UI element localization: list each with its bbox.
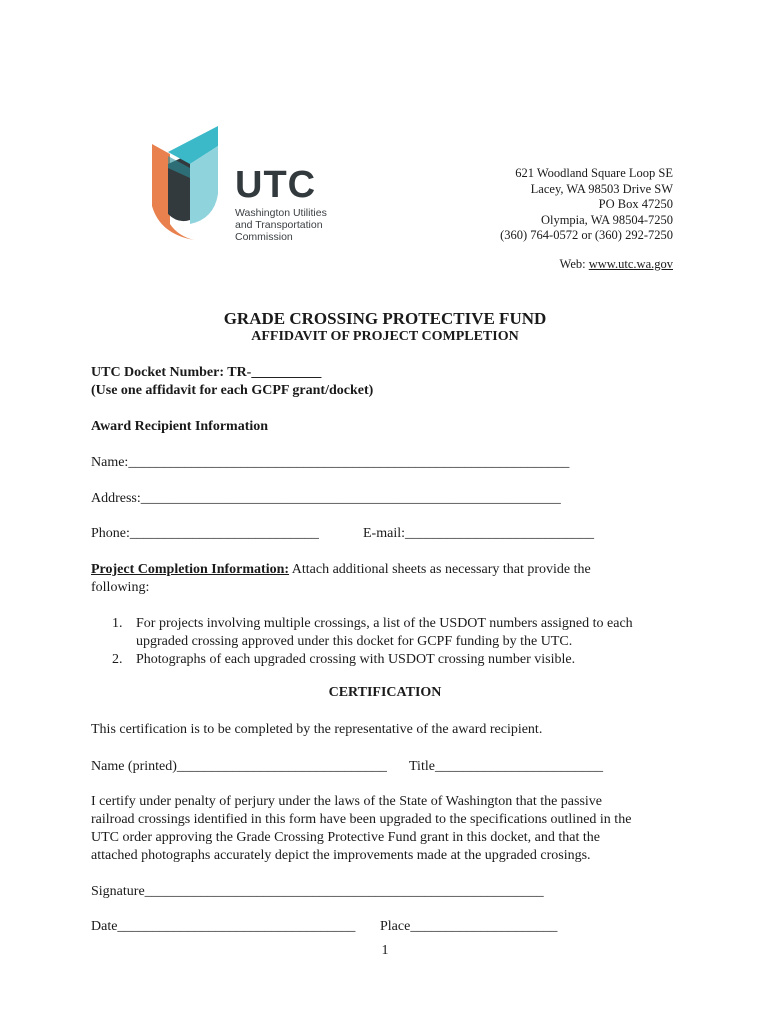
address-line: Olympia, WA 98504-7250	[540, 212, 673, 227]
name-field[interactable]: Name:_______________________________________________________________	[91, 455, 570, 470]
web-line	[500, 257, 673, 273]
list-item-text: For projects involving multiple crossings, a list of the USDOT numbers assigned to each	[136, 616, 633, 631]
recipient-heading: Award Recipient Information	[91, 419, 269, 434]
certification-intro: This certification is to be completed by the representative of the award recipient.	[91, 722, 543, 737]
document-title: GRADE CROSSING PROTECTIVE FUND	[223, 309, 547, 328]
docket-note: (Use one affidavit for each GCPF grant/docket)	[91, 383, 374, 398]
list-item-text: Photographs of each upgraded crossing with USDOT crossing number visible.	[136, 652, 576, 667]
list-item-text: upgraded crossing approved under this docket for GCPF funding by the UTC.	[136, 634, 573, 649]
certification-statement-line: railroad crossings identified in this form have been upgraded to the specifications outlined in the	[91, 812, 632, 827]
completion-intro-line2: following:	[91, 580, 150, 595]
completion-heading: Project Completion Information:	[91, 562, 290, 577]
docket-number[interactable]: UTC Docket Number: TR-__________	[91, 365, 322, 380]
address-line: Lacey, WA 98503 Drive SW	[530, 181, 673, 196]
document-subtitle: AFFIDAVIT OF PROJECT COMPLETION	[251, 329, 519, 344]
address-field[interactable]: Address:____________________________________________________________	[91, 491, 561, 506]
completion-intro	[91, 561, 591, 579]
place-field[interactable]: Place_____________________	[380, 919, 558, 934]
address-line: (360) 764-0572 or (360) 292-7250	[500, 228, 673, 242]
signature-field[interactable]: Signature_________________________________________________________	[91, 884, 544, 899]
address-line: 621 Woodland Square Loop SE	[515, 166, 673, 180]
name-printed-field[interactable]: Name (printed)______________________________	[91, 759, 387, 774]
web-label: Web:	[559, 256, 589, 271]
certification-statement-line: attached photographs accurately depict the improvements made at the upgraded crosings.	[91, 848, 591, 863]
address-line: PO Box 47250	[598, 197, 673, 211]
web-link[interactable]: www.utc.wa.gov	[588, 256, 673, 271]
logo-subtitle-line: Washington Utilities	[235, 207, 327, 219]
date-field[interactable]: Date__________________________________	[91, 919, 356, 934]
email-field[interactable]: E-mail:___________________________	[363, 526, 594, 541]
utc-logo-mark	[150, 124, 222, 242]
certification-statement-line: I certify under penalty of perjury under the laws of the State of Washington that the passive	[91, 794, 603, 809]
logo-subtitle-line: Commission	[235, 231, 293, 243]
logo-subtitle	[235, 207, 327, 243]
certification-heading: CERTIFICATION	[328, 685, 442, 700]
address-block	[500, 166, 673, 272]
phone-field[interactable]: Phone:___________________________	[91, 526, 319, 541]
certification-statement-line: UTC order approving the Grade Crossing Protective Fund grant in this docket, and that the	[91, 830, 600, 845]
list-item-number: 1.	[112, 616, 123, 631]
page-number: 1	[381, 943, 389, 958]
list-item-number: 2.	[112, 652, 123, 667]
logo-subtitle-line: and Transportation	[235, 219, 323, 231]
logo-wordmark	[235, 166, 327, 243]
logo-abbr: UTC	[235, 164, 317, 206]
completion-intro-text: Attach additional sheets as necessary that provide the	[289, 562, 591, 577]
title-field[interactable]: Title________________________	[409, 759, 603, 774]
